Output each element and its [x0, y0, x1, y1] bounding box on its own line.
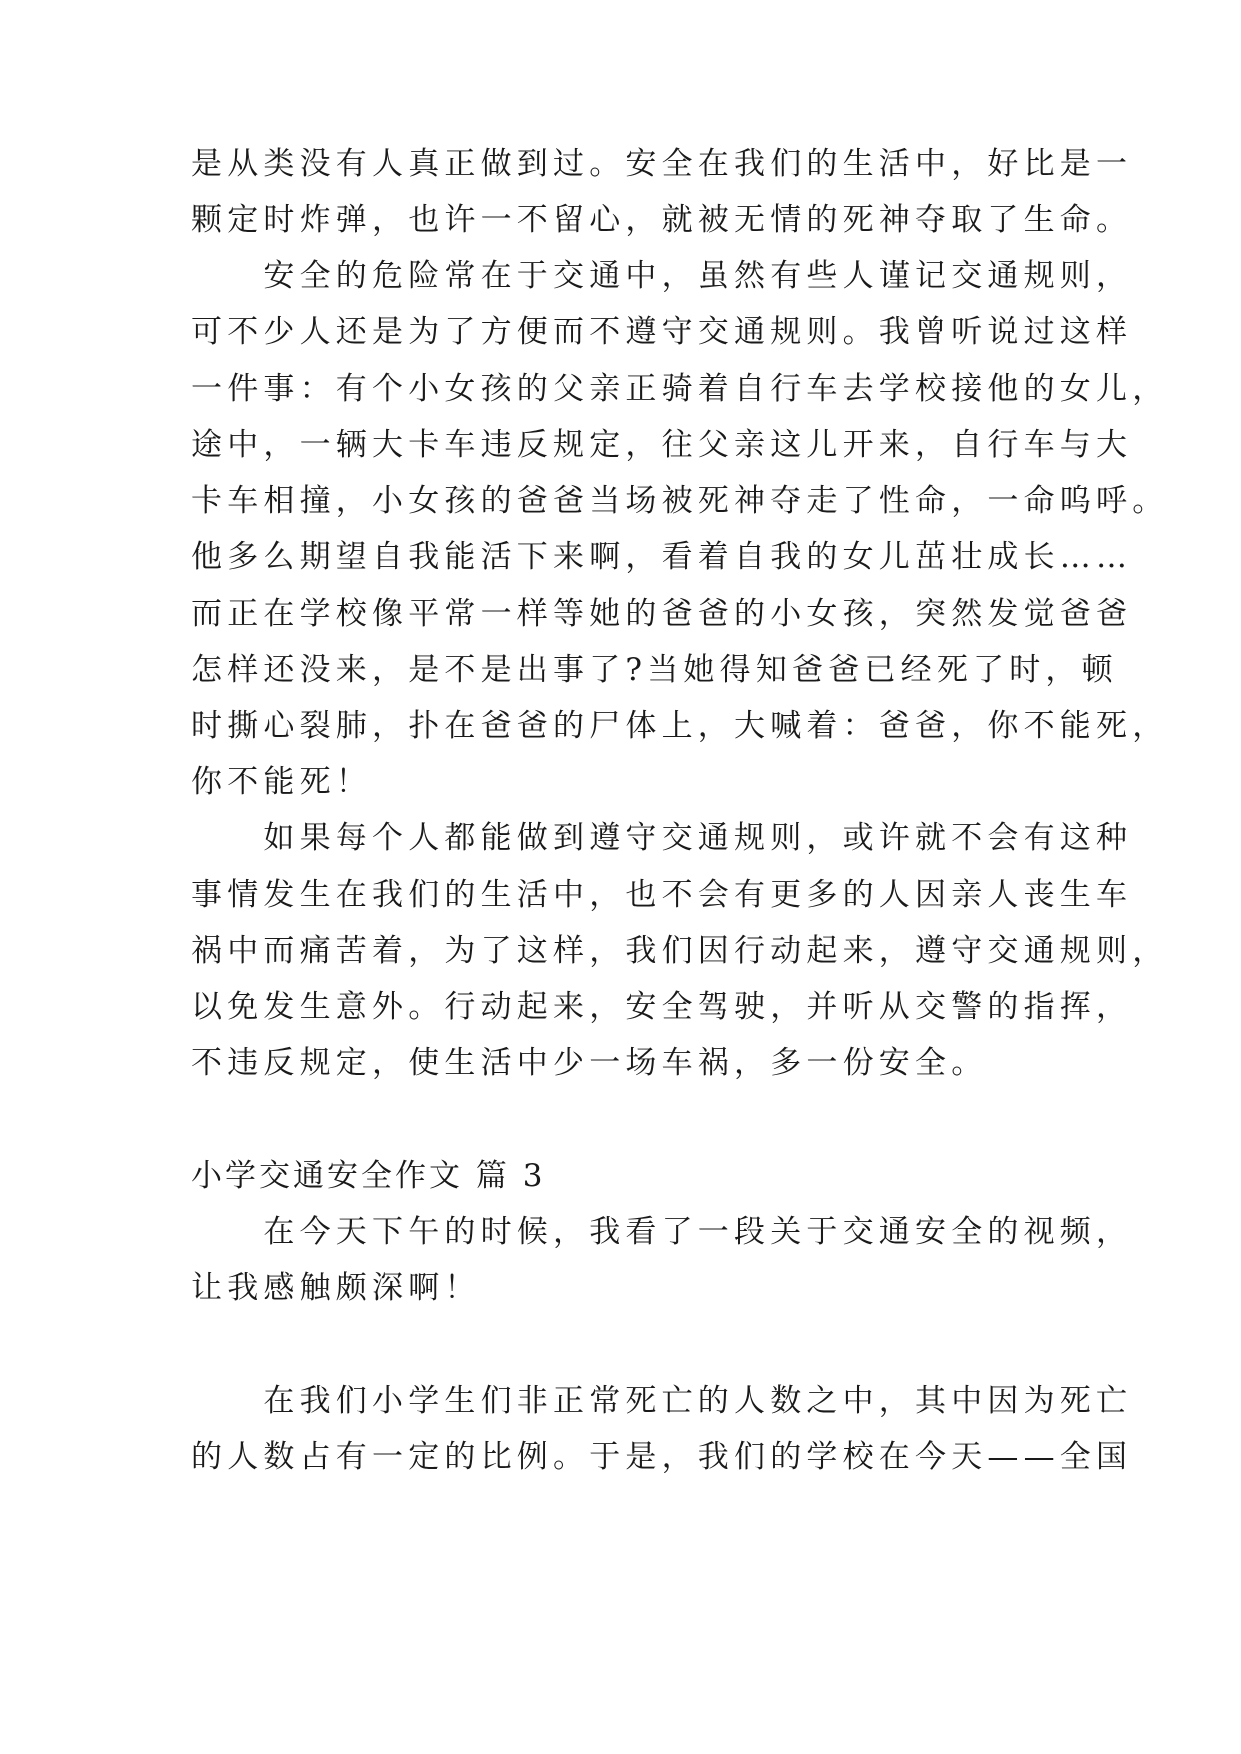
text-line: 是从类没有人真正做到过。安全在我们的生活中，好比是一 — [191, 146, 1133, 182]
text-line: 祸中而痛苦着，为了这样，我们因行动起来，遵守交通规则， — [191, 933, 1169, 969]
text-line: 你不能死！ — [191, 764, 372, 800]
text-line: 而正在学校像平常一样等她的爸爸的小女孩，突然发觉爸爸 — [191, 596, 1133, 632]
text-line: 让我感触颇深啊！ — [191, 1270, 481, 1306]
text-line: 怎样还没来，是不是出事了?当她得知爸爸已经死了时，顿 — [191, 652, 1118, 688]
text-line: 他多么期望自我能活下来啊，看着自我的女儿茁壮成长…… — [191, 539, 1133, 575]
text-line: 时撕心裂肺，扑在爸爸的尸体上，大喊着：爸爸，你不能死， — [191, 708, 1169, 744]
text-line: 卡车相撞，小女孩的爸爸当场被死神夺走了性命，一命呜呼。 — [191, 483, 1169, 519]
text-line: 颗定时炸弹，也许一不留心，就被无情的死神夺取了生命。 — [191, 202, 1133, 238]
text-line: 事情发生在我们的生活中，也不会有更多的人因亲人丧生车 — [191, 877, 1133, 913]
text-line: 的人数占有一定的比例。于是，我们的学校在今天——全国 — [191, 1439, 1133, 1475]
paragraph-start: 如果每个人都能做到遵守交通规则，或许就不会有这种 — [191, 820, 1133, 856]
paragraph-start: 在我们小学生们非正常死亡的人数之中，其中因为死亡 — [191, 1383, 1133, 1419]
paragraph-start: 安全的危险常在于交通中，虽然有些人谨记交通规则， — [191, 258, 1133, 294]
text-line: 途中，一辆大卡车违反规定，往父亲这儿开来，自行车与大 — [191, 427, 1133, 463]
text-line: 以免发生意外。行动起来，安全驾驶，并听从交警的指挥， — [191, 989, 1133, 1025]
paragraph-start: 在今天下午的时候，我看了一段关于交通安全的视频， — [191, 1214, 1133, 1250]
text-line: 一件事：有个小女孩的父亲正骑着自行车去学校接他的女儿， — [191, 371, 1169, 407]
text-line: 可不少人还是为了方便而不遵守交通规则。我曾听说过这样 — [191, 314, 1133, 350]
text-line: 不违反规定，使生活中少一场车祸，多一份安全。 — [191, 1045, 988, 1081]
section-heading: 小学交通安全作文 篇 3 — [191, 1158, 546, 1194]
